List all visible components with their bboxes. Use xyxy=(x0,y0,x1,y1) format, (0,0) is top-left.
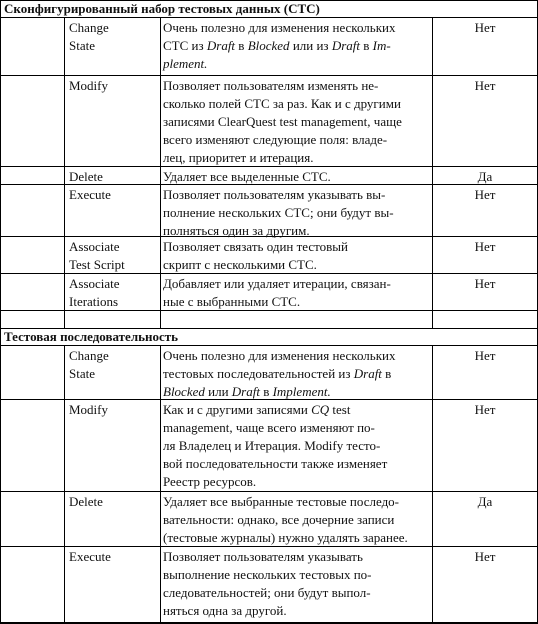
column-divider xyxy=(64,491,65,546)
row-divider xyxy=(0,622,538,623)
column-divider xyxy=(432,310,433,328)
multi-select-flag: Нет xyxy=(474,239,496,254)
column-divider xyxy=(160,75,161,166)
row-divider xyxy=(0,491,538,492)
column-divider xyxy=(64,17,65,75)
section-title: Сконфигурированный набор тестовых данных (СТС) xyxy=(4,1,320,16)
multi-select-flag: Нет xyxy=(474,78,496,93)
action-description: Удаляет все выделенные СТС. xyxy=(163,169,331,184)
row-divider xyxy=(0,75,538,76)
action-description: Как и с другими записями CQ test management, чаще всего изменяют по- ля Владелец и Итерация. Modify тесто- вой последовательности также изменяет Реестр ресурсов. xyxy=(163,402,388,489)
column-divider xyxy=(160,166,161,184)
column-divider xyxy=(160,17,161,75)
column-divider xyxy=(160,310,161,328)
row-divider xyxy=(0,345,538,346)
action-name: Delete xyxy=(69,494,103,509)
column-divider xyxy=(64,75,65,166)
column-divider xyxy=(160,491,161,546)
action-name: Delete xyxy=(69,169,103,184)
column-divider xyxy=(160,546,161,622)
multi-select-flag: Да xyxy=(477,169,493,184)
column-divider xyxy=(160,236,161,273)
action-name: Associate Test Script xyxy=(69,239,125,272)
action-description: Добавляет или удаляет итерации, связан- ные с выбранными СТС. xyxy=(163,276,391,309)
column-divider xyxy=(64,399,65,491)
action-name: Associate Iterations xyxy=(69,276,120,309)
column-divider xyxy=(64,236,65,273)
multi-select-flag: Нет xyxy=(474,549,496,564)
action-name: Modify xyxy=(69,78,108,93)
action-description: Позволяет пользователям указывать вы- полнение нескольких СТС; они будут вы- полняться один за другим. xyxy=(163,187,394,238)
column-divider xyxy=(160,399,161,491)
multi-select-flag: Да xyxy=(477,494,493,509)
action-name: Change State xyxy=(69,20,109,53)
action-description: Позволяет пользователям изменять не- сколько полей СТС за раз. Как и с другими записями ClearQuest test management, чаще всего изменяют следующие поля: владе- лец, приоритет и итерация. xyxy=(163,78,402,165)
action-description: Очень полезно для изменения нескольких тестовых последовательностей из Draft в Blocked или Draft в Implement. xyxy=(163,348,396,399)
action-description: Позволяет связать один тестовый скрипт с несколькими СТС. xyxy=(163,239,349,272)
column-divider xyxy=(64,184,65,236)
column-divider xyxy=(64,166,65,184)
action-name: Change State xyxy=(69,348,109,381)
column-divider xyxy=(64,345,65,399)
column-divider xyxy=(64,546,65,622)
action-description: Удаляет все выбранные тестовые последо- вательности: однако, все дочерние записи (тестовые журналы) нужно удалять заранее. xyxy=(163,494,408,545)
action-description: Позволяет пользователям указывать выполнение нескольких тестовых по- следовательностей; они будут выпол- няться одна за другой. xyxy=(163,549,372,618)
row-divider xyxy=(0,17,538,18)
column-divider xyxy=(160,345,161,399)
column-divider xyxy=(160,273,161,310)
multi-select-flag: Нет xyxy=(474,402,496,417)
action-name: Modify xyxy=(69,402,108,417)
multi-select-flag: Нет xyxy=(474,187,496,202)
column-divider xyxy=(160,184,161,236)
action-name: Execute xyxy=(69,187,111,202)
multi-select-flag: Нет xyxy=(474,276,496,291)
multi-select-flag: Нет xyxy=(474,20,496,35)
section-title: Тестовая последовательность xyxy=(4,329,179,344)
column-divider xyxy=(64,273,65,310)
action-name: Execute xyxy=(69,549,111,564)
column-divider xyxy=(64,310,65,328)
action-description: Очень полезно для изменения нескольких СТС из Draft в Blocked или из Draft в Im- plement. xyxy=(163,20,396,71)
multi-select-flag: Нет xyxy=(474,348,496,363)
